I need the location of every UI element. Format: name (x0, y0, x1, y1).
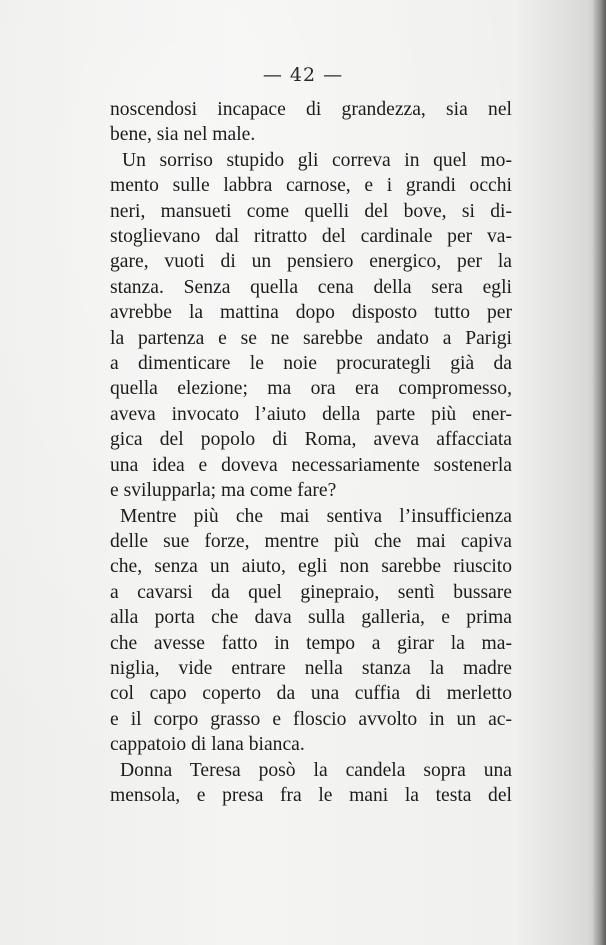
paragraph-start-line: Un sorriso stupido gli correva in quel mo- (122, 149, 512, 171)
text-line: quella elezione; ma ora era compromesso, (110, 378, 512, 400)
paragraph-start-line: Mentre più che mai sentiva l’insufficienza (120, 505, 512, 527)
text-line: e il corpo grasso e floscio avvolto in un ac- (110, 708, 512, 730)
body-text (110, 97, 512, 808)
text-line: aveva invocato l’aiuto della parte più ener- (110, 403, 512, 425)
text-line: stoglievano dal ritratto del cardinale per va- (110, 226, 512, 248)
text-line: che avesse fatto in tempo a girar la ma- (110, 632, 512, 654)
text-line: neri, mansueti come quelli del bove, si di- (110, 200, 512, 222)
text-line: cappatoio di lana bianca. (110, 734, 305, 756)
text-line: col capo coperto da una cuffia di merletto (110, 683, 512, 705)
text-line: la partenza e se ne sarebbe andato a Parigi (110, 327, 512, 349)
text-line: avrebbe la mattina dopo disposto tutto per (110, 302, 512, 324)
text-line: e svilupparla; ma come fare? (110, 480, 337, 502)
text-line: noscendosi incapace di grandezza, sia nel (110, 99, 512, 120)
text-line: mento sulle labbra carnose, e i grandi occhi (110, 175, 512, 197)
text-line: a cavarsi da quel ginepraio, sentì bussare (110, 581, 512, 603)
text-line: gica del popolo di Roma, aveva affacciata (110, 429, 512, 451)
text-line: delle sue forze, mentre più che mai capiva (110, 530, 512, 552)
text-line: mensola, e presa fra le mani la testa del (110, 784, 512, 806)
text-line: che, senza un aiuto, egli non sarebbe riuscito (110, 556, 512, 578)
text-line: alla porta che dava sulla galleria, e prima (110, 607, 512, 629)
paragraph-start-line: Donna Teresa posò la candela sopra una (120, 759, 512, 781)
text-line: bene, sia nel male. (110, 124, 256, 146)
page-binding-shadow (592, 0, 606, 945)
text-line: gare, vuoti di un pensiero energico, per la (110, 251, 512, 273)
text-line: una idea e doveva necessariamente sostenerla (110, 454, 512, 476)
text-line: stanza. Senza quella cena della sera egli (110, 276, 512, 298)
text-line: niglia, vide entrare nella stanza la madre (110, 657, 512, 679)
text-line: a dimenticare le noie procurategli già da (110, 353, 512, 375)
page-number: — 42 — (262, 64, 344, 86)
